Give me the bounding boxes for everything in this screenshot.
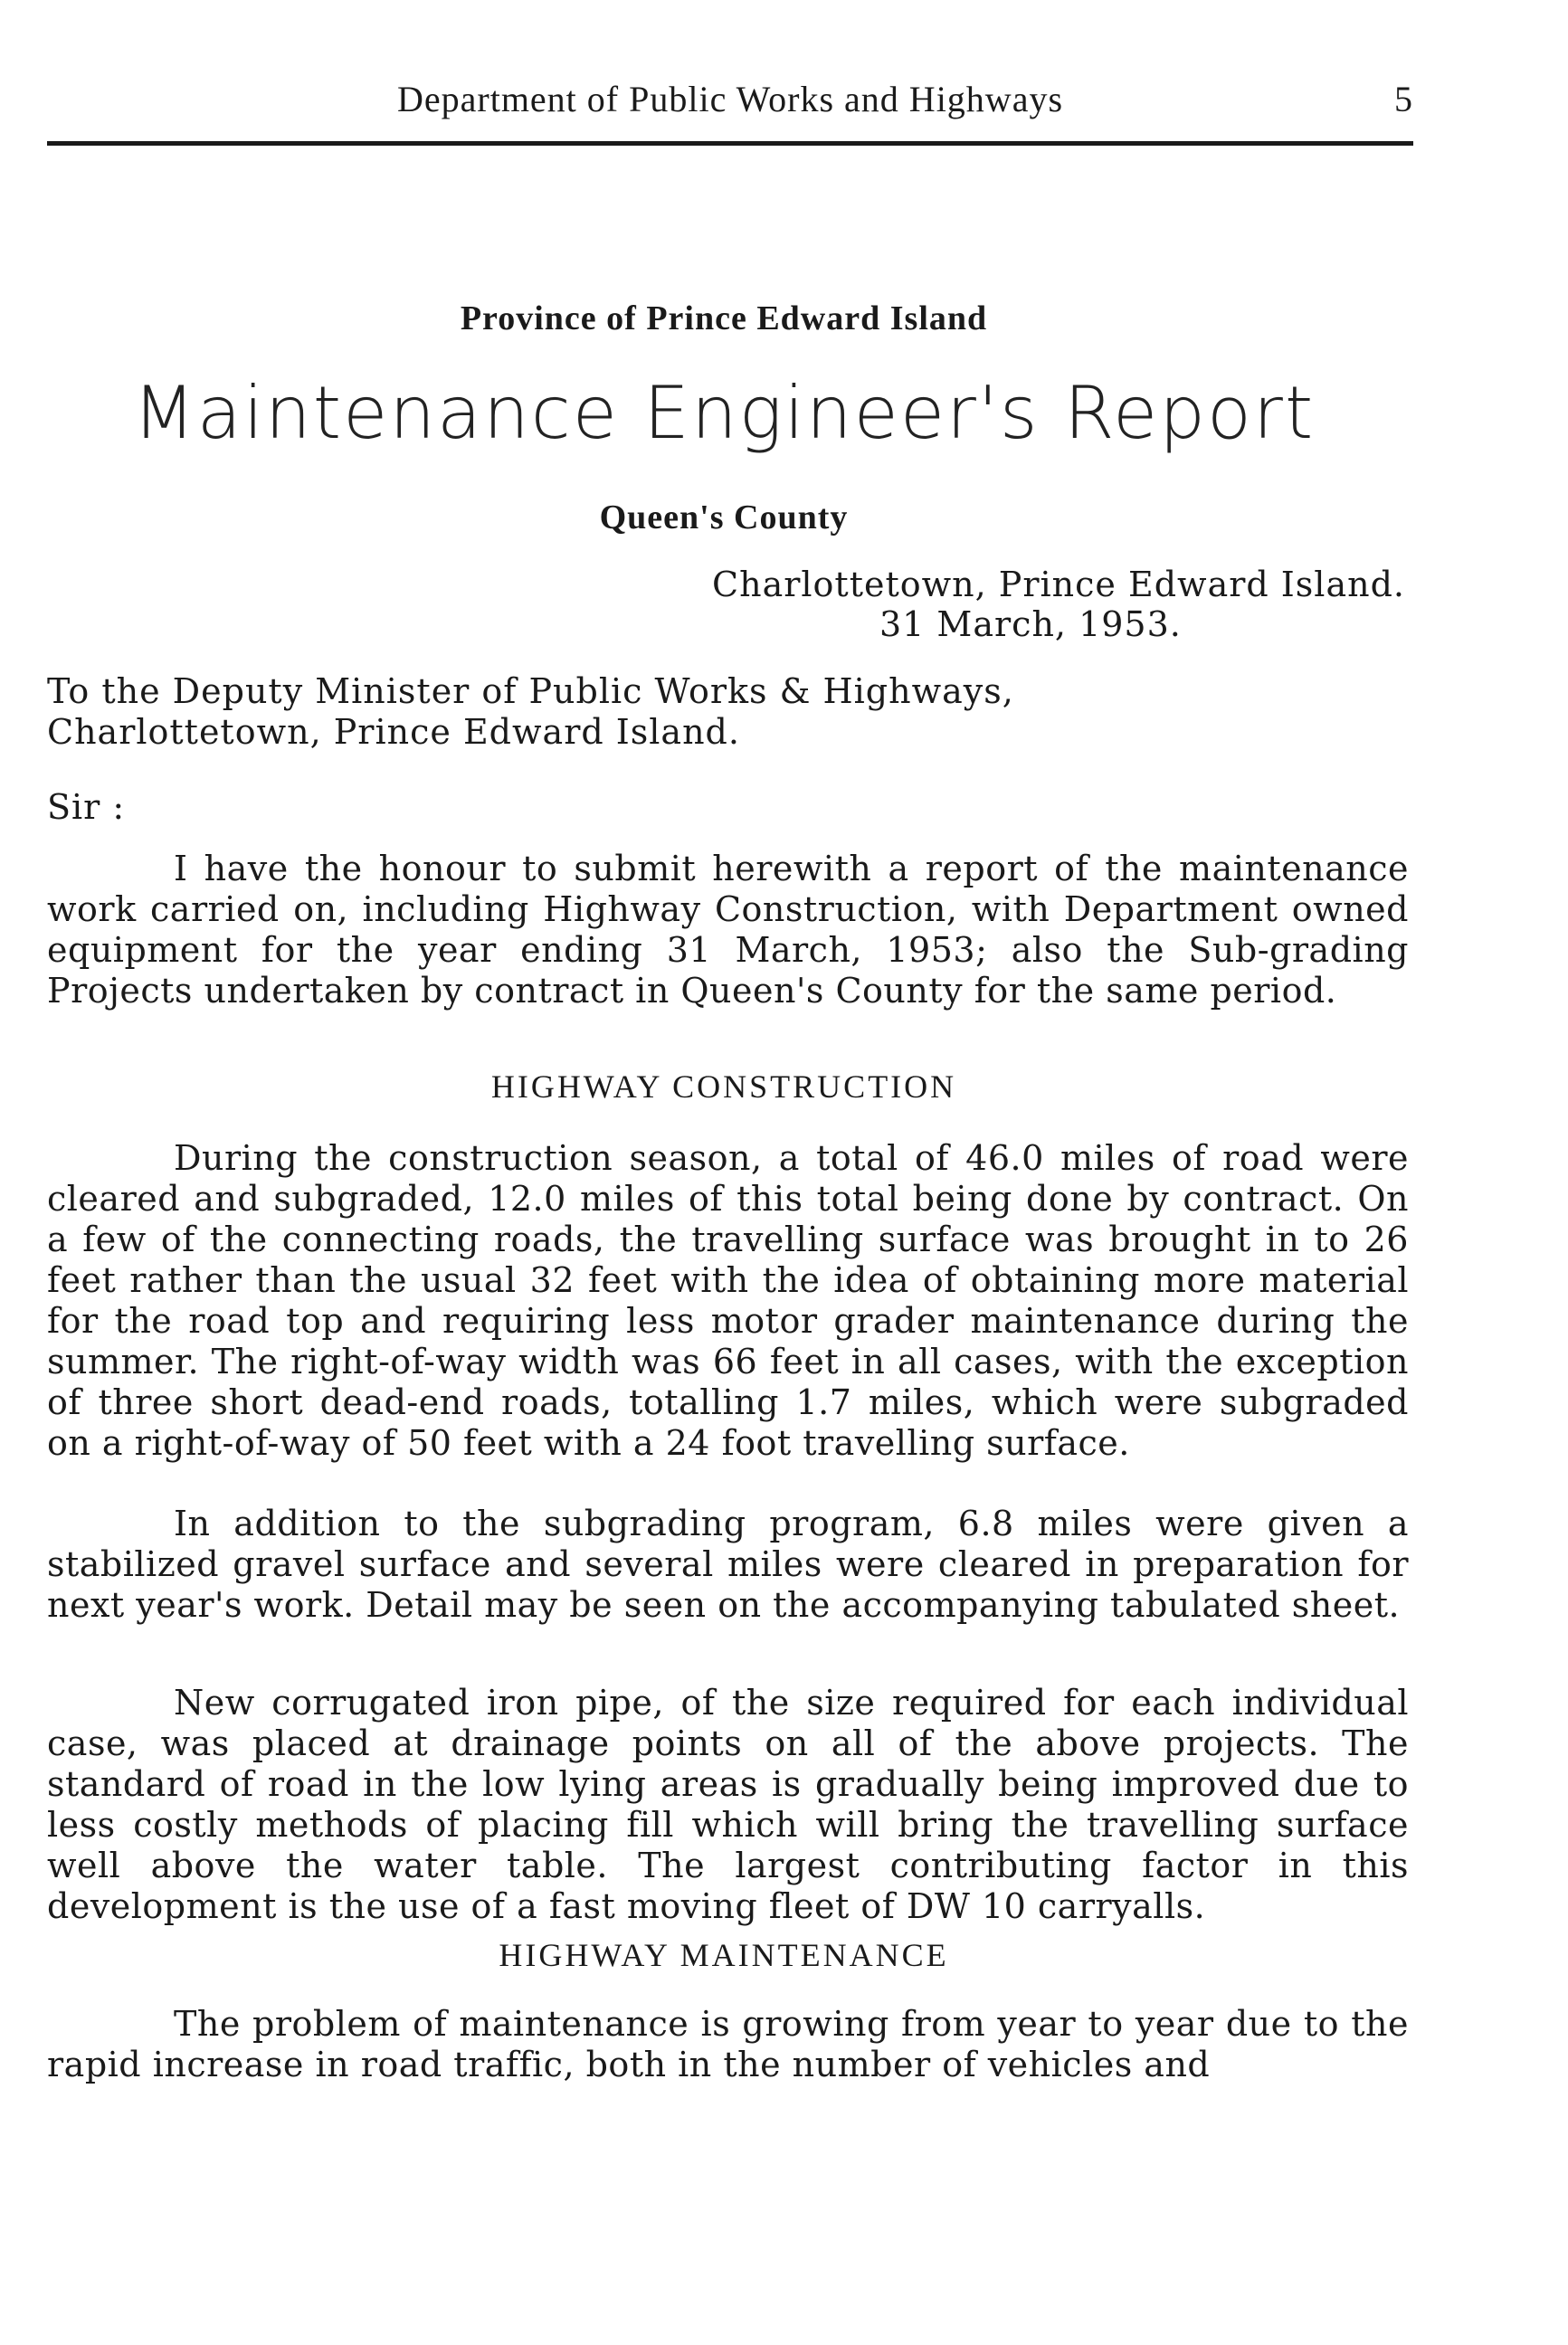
- running-header-title: Department of Public Works and Highways: [396, 79, 1064, 119]
- paragraph-construction: New corrugated iron pipe, of the size required for each individual case, was placed at drainage points on all of the above projects. The standard of road in the low lying areas is gradually being improved due to less costly methods of placing fill which will bring the travelling surface well above the water table. The largest contributing factor in this development is the use of a fast moving fleet of DW 10 carryalls.: [47, 1683, 1409, 1926]
- addressee-line: To the Deputy Minister of Public Works & Highways,: [47, 671, 1014, 711]
- paragraph-intro: I have the honour to submit herewith a report of the maintenance work carried on, including Highway Construction, with Department owned equipment for the year ending 31 March, 1953; also the Sub-grading Projects undertaken by contract in Queen's County for the same period.: [47, 849, 1409, 1011]
- page-number: 5: [1394, 79, 1413, 119]
- paragraph-maintenance: The problem of maintenance is growing from year to year due to the rapid increase in road traffic, both in the number of vehicles and: [47, 2004, 1409, 2084]
- county-heading: Queen's County: [599, 498, 849, 536]
- salutation: Sir :: [47, 787, 126, 827]
- paragraph-construction: During the construction season, a total of 46.0 miles of road were cleared and subgraded, 12.0 miles of this total being done by contract. On a few of the connecting roads, the travelling surface was brought in to 26 feet rather than the usual 32 feet with the idea of obtaining more material for the road top and requiring less motor grader maintenance during the summer. The right-of-way width was 66 feet in all cases, with the exception of three short dead-end roads, totalling 1.7 miles, which were subgraded on a right-of-way of 50 feet with a 24 foot travelling surface.: [47, 1138, 1409, 1463]
- addressee-block: [47, 671, 1014, 753]
- addressee-line: Charlottetown, Prince Edward Island.: [47, 712, 740, 752]
- section-heading-maintenance: HIGHWAY MAINTENANCE: [499, 1937, 949, 1973]
- header-rule: [47, 141, 1413, 146]
- province-heading: Province of Prince Edward Island: [460, 299, 988, 337]
- section-heading-construction: HIGHWAY CONSTRUCTION: [490, 1068, 957, 1105]
- report-title: Maintenance Engineer's Report: [132, 371, 1316, 455]
- paragraph-construction: In addition to the subgrading program, 6.8 miles were given a stabilized gravel surface and several miles were cleared in preparation for next year's work. Detail may be seen on the accompanying tabulated sheet.: [47, 1504, 1409, 1625]
- letter-date: 31 March, 1953.: [879, 604, 1182, 644]
- letter-place: Charlottetown, Prince Edward Island.: [712, 565, 1405, 604]
- running-header: [47, 78, 1413, 132]
